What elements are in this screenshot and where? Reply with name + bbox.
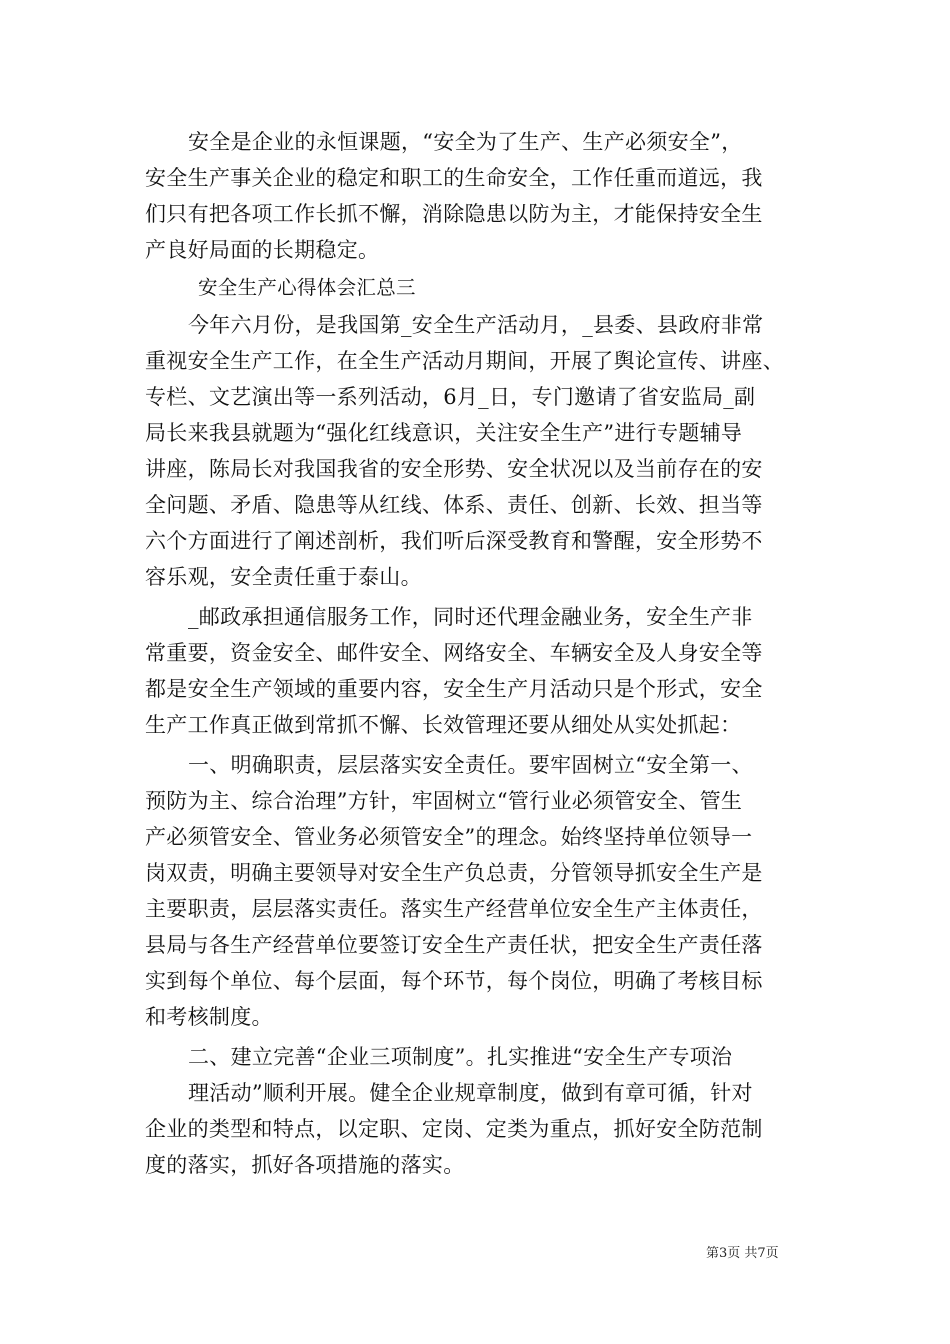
paragraph-line: 讲座，陈局长对我国我省的安全形势、安全状况以及当前存在的安 — [145, 457, 763, 481]
paragraph-line: 企业的类型和特点，以定职、定岗、定类为重点，抓好安全防范制 — [145, 1117, 763, 1141]
paragraph-line: 安全是企业的永恒课题，“安全为了生产、生产必须安全”， — [188, 130, 743, 154]
paragraph-line: 容乐观，安全责任重于泰山。 — [145, 565, 422, 589]
paragraph-line: 一、明确职责，层层落实安全责任。要牢固树立“安全第一、 — [188, 753, 753, 777]
paragraph-line: 都是安全生产领域的重要内容，安全生产月活动只是个形式，安全 — [145, 677, 763, 701]
paragraph-line: 局长来我县就题为“强化红线意识，关注安全生产”进行专题辅导 — [145, 421, 743, 445]
paragraph-line: 产必须管安全、管业务必须管安全”的理念。始终坚持单位领导一 — [145, 825, 753, 849]
paragraph-line: 安全生产事关企业的稳定和职工的生命安全，工作任重而道远，我 — [145, 166, 763, 190]
paragraph-line: 县局与各生产经营单位要签订安全生产责任状，把安全生产责任落 — [145, 933, 763, 957]
paragraph-line: 生产工作真正做到常抓不懈、长效管理还要从细处从实处抓起： — [145, 713, 742, 737]
paragraph-line: 重视安全生产工作，在全生产活动月期间，开展了舆论宣传、讲座、 — [145, 349, 784, 373]
paragraph-line: 主要职责，层层落实责任。落实生产经营单位安全生产主体责任， — [145, 897, 763, 921]
paragraph-line: _邮政承担通信服务工作，同时还代理金融业务，安全生产非 — [188, 605, 753, 629]
paragraph-line: 实到每个单位、每个层面，每个环节，每个岗位，明确了考核目标 — [145, 969, 763, 993]
paragraph-line: 和考核制度。 — [145, 1005, 273, 1029]
page-number-footer: 第3页 共7页 — [706, 1246, 779, 1261]
paragraph-line: 预防为主、综合治理”方针，牢固树立“管行业必须管安全、管生 — [145, 789, 743, 813]
paragraph-line: 岗双责，明确主要领导对安全生产负总责，分管领导抓安全生产是 — [145, 861, 763, 885]
paragraph-line: 六个方面进行了阐述剖析，我们听后深受教育和警醒，安全形势不 — [145, 529, 763, 553]
section-heading: 安全生产心得体会汇总三 — [198, 276, 416, 299]
paragraph-line: 度的落实，抓好各项措施的落实。 — [145, 1153, 465, 1177]
paragraph-line: 产良好局面的长期稳定。 — [145, 238, 380, 262]
paragraph-line: 专栏、文艺演出等一系列活动，6月_日，专门邀请了省安监局_副 — [145, 385, 756, 409]
paragraph-line: 理活动”顺利开展。健全企业规章制度，做到有章可循，针对 — [188, 1081, 753, 1105]
paragraph-line: 们只有把各项工作长抓不懈，消除隐患以防为主，才能保持安全生 — [145, 202, 763, 226]
paragraph-line: 常重要，资金安全、邮件安全、网络安全、车辆安全及人身安全等 — [145, 641, 763, 665]
paragraph-line: 二、建立完善“企业三项制度”。扎实推进“安全生产专项治 — [188, 1045, 733, 1069]
paragraph-line: 今年六月份，是我国第_安全生产活动月，_县委、县政府非常 — [188, 313, 764, 337]
paragraph-line: 全问题、矛盾、隐患等从红线、体系、责任、创新、长效、担当等 — [145, 493, 763, 517]
